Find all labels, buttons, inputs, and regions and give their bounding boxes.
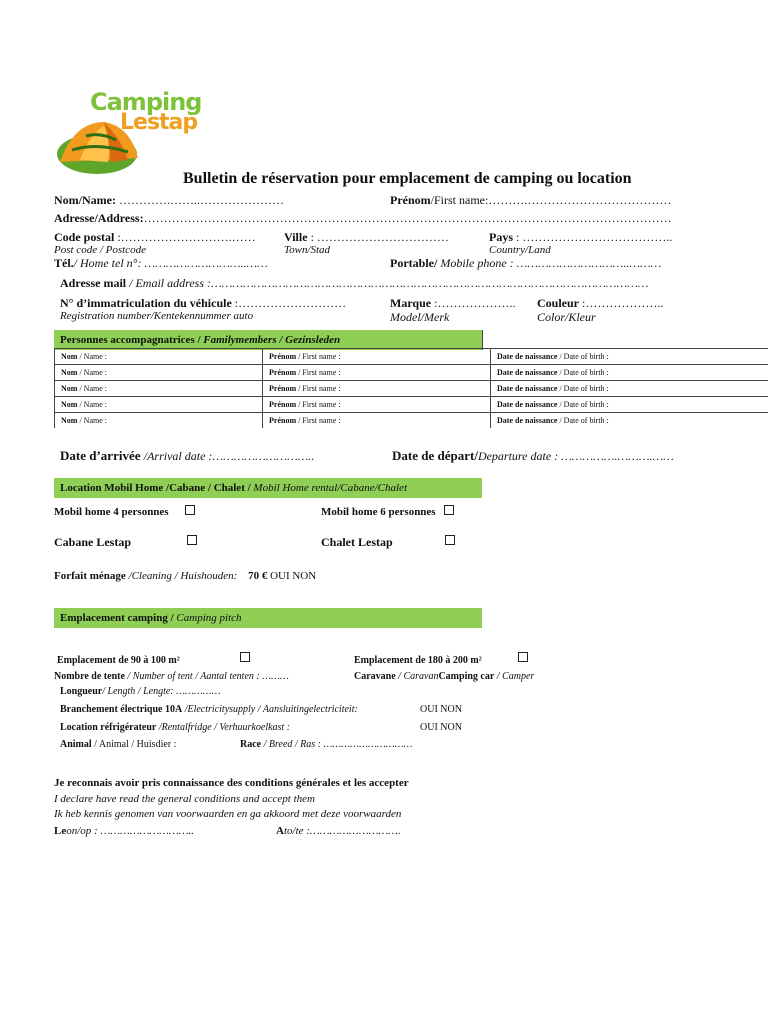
cabane-checkbox[interactable] [187, 535, 197, 545]
mobilhome6-option[interactable] [321, 506, 436, 518]
cleaning-field[interactable] [54, 570, 316, 582]
firstname-label: Prénom [390, 193, 431, 207]
electricity-label: Branchement électrique 10A [60, 704, 183, 715]
prenom-cell[interactable]: Prénom / First name : [263, 349, 491, 365]
electricity-field[interactable] [60, 704, 358, 715]
birthdate-cell[interactable]: Date de naissance / Date of birth : [491, 349, 769, 365]
couleur-sub: Color/Kleur [537, 310, 596, 324]
ville-label: Ville [284, 230, 308, 244]
camping-lestap-logo [52, 88, 202, 182]
registration-label: N° d’immatriculation du véhicule [60, 296, 232, 310]
address-field[interactable] [54, 211, 672, 226]
cleaning-options[interactable]: OUI NON [267, 570, 317, 582]
declaration-nl: Ik heb kennis genomen van voorwaarden en ga akkoord met deze voorwaarden [54, 808, 402, 820]
postal-dots: :……………………….…… [114, 230, 256, 244]
prenom-cell[interactable]: Prénom / First name : [263, 381, 491, 397]
pays-field[interactable] [489, 230, 672, 245]
departure-field[interactable] [392, 448, 674, 464]
address-dots: …………………………………………………………………………………………………………………… [143, 211, 672, 225]
pitch180-option[interactable] [354, 655, 482, 666]
couleur-label: Couleur [537, 296, 579, 310]
caravan-label: Caravane [354, 671, 396, 682]
firstname-field[interactable] [390, 193, 671, 208]
prenom-cell[interactable]: Prénom / First name : [263, 365, 491, 381]
marque-dots: :……………….. [431, 296, 516, 310]
mobilhome4-label: Mobil home 4 personnes [54, 506, 169, 518]
table-row [55, 365, 769, 381]
cleaning-price: 70 € [248, 570, 268, 582]
fridge-field[interactable] [60, 722, 290, 733]
campingcar-label: Camping car [438, 671, 495, 682]
birthdate-cell[interactable]: Date de naissance / Date of birth : [491, 381, 769, 397]
arrival-rest: /Arrival date :……………………….. [143, 449, 315, 463]
mobile-label: Portable/ [390, 256, 438, 270]
ville-sub: Town/Stad [284, 244, 331, 256]
arrival-label: Date d’arrivée [60, 448, 144, 463]
table-row [55, 349, 769, 365]
marque-field[interactable] [390, 296, 515, 311]
postal-label: Code postal [54, 230, 115, 244]
nom-cell[interactable]: Nom / Name : [55, 413, 263, 429]
rental-header-bold: Location Mobil Home /Cabane / Chalet / [60, 482, 254, 494]
length-field[interactable] [60, 686, 221, 697]
fridge-label: Location réfrigérateur [60, 722, 157, 733]
firstname-rest: /First name:……….……………………………… [430, 193, 672, 207]
chalet-option[interactable] [321, 535, 393, 550]
marque-label: Marque [390, 296, 432, 310]
ville-field[interactable] [284, 230, 449, 245]
name-dots: ………….……..………………… [115, 193, 284, 207]
pitch90-label: Emplacement de 90 à 100 m² [57, 655, 180, 666]
tent-count-rest: / Number of tent / Aantal tenten : ……… [124, 671, 289, 682]
camper-label: / Camper [494, 671, 535, 682]
email-label: Adresse mail [60, 276, 127, 290]
caravan-field[interactable] [354, 671, 534, 682]
name-field[interactable] [54, 193, 284, 208]
signature-date-field[interactable] [54, 825, 194, 837]
couleur-dots: :……………….. [579, 296, 664, 310]
family-header-divider [482, 330, 483, 350]
mobilhome4-option[interactable] [54, 506, 169, 518]
caravan-mid: / Caravan [395, 671, 439, 682]
cabane-label: Cabane Lestap [54, 535, 132, 549]
mobilhome4-checkbox[interactable] [185, 505, 195, 515]
nom-cell[interactable]: Nom / Name : [55, 349, 263, 365]
pitch-header-bold: Emplacement camping / [60, 612, 177, 624]
mobile-rest: Mobile phone : …………………………..……… [437, 256, 662, 270]
tent-count-field[interactable] [54, 671, 289, 682]
registration-field[interactable] [60, 296, 346, 311]
logo-text-lestap: Lestap [120, 110, 198, 135]
table-row [55, 413, 769, 429]
prenom-cell[interactable]: Prénom / First name : [263, 397, 491, 413]
mobilhome6-checkbox[interactable] [444, 505, 454, 515]
animal-field[interactable] [60, 739, 176, 750]
chalet-label: Chalet Lestap [321, 535, 393, 549]
length-rest: / Length / Lengte: …………… [102, 686, 221, 697]
place-rest: to/te :………………………. [283, 825, 401, 837]
place-label: A [276, 825, 284, 837]
animal-rest: / Animal / Huisdier : [91, 739, 177, 750]
date-rest: on/op : ……………………….. [66, 825, 194, 837]
nom-cell[interactable]: Nom / Name : [55, 365, 263, 381]
prenom-cell[interactable]: Prénom / First name : [263, 413, 491, 429]
mobilhome6-label: Mobil home 6 personnes [321, 506, 436, 518]
pitch180-checkbox[interactable] [518, 652, 528, 662]
pays-sub: Country/Land [489, 244, 551, 256]
marque-sub: Model/Merk [390, 310, 450, 324]
nom-cell[interactable]: Nom / Name : [55, 381, 263, 397]
fridge-rest: /Rentalfridge / Verhuurkoelkast : [156, 722, 291, 733]
page-title: Bulletin de réservation pour emplacement de camping ou location [183, 170, 632, 187]
breed-label: Race [240, 739, 262, 750]
breed-field[interactable] [240, 739, 412, 750]
pitch90-checkbox[interactable] [240, 652, 250, 662]
logo-text-camping: Camping [90, 88, 202, 116]
date-label: Le [54, 825, 67, 837]
family-header-italic: Familymembers / Gezinsleden [203, 334, 341, 346]
ville-dots: : …………………………… [307, 230, 449, 244]
tent-count-label: Nombre de tente [54, 671, 125, 682]
registration-sub: Registration number/Kentekennummer auto [60, 310, 254, 322]
pitch90-option[interactable] [57, 655, 180, 666]
declaration-fr: Je reconnais avoir pris connaissance des conditions générales et les accepter [54, 777, 409, 789]
family-members-table [54, 348, 768, 428]
postal-sub: Post code / Postcode [54, 244, 146, 256]
departure-label: Date de départ/ [392, 448, 478, 463]
cleaning-label: Forfait ménage [54, 570, 129, 582]
rental-section-header [54, 478, 482, 498]
pitch180-label: Emplacement de 180 à 200 m² [354, 655, 482, 666]
declaration-en: I declare have read the general conditions and accept them [54, 793, 315, 805]
signature-place-field[interactable] [276, 825, 401, 837]
rental-header-italic: Mobil Home rental/Cabane/Chalet [253, 482, 407, 494]
family-header-bold: Personnes accompagnatrices / [60, 334, 204, 346]
chalet-checkbox[interactable] [445, 535, 455, 545]
tel-label: Tél. [54, 256, 74, 270]
pitch-section-header [54, 608, 482, 628]
birthdate-cell[interactable]: Date de naissance / Date of birth : [491, 413, 769, 429]
nom-cell[interactable]: Nom / Name : [55, 397, 263, 413]
family-section-header [54, 330, 482, 350]
pays-dots: : ……………………………….. [513, 230, 673, 244]
address-label: Adresse/Address: [54, 211, 144, 225]
electricity-rest: /Electricitysupply / Aansluitingelectriciteit: [182, 704, 358, 715]
breed-rest: / Breed / Ras : ………………………… [261, 739, 413, 750]
tel-field[interactable] [54, 256, 268, 271]
cabane-option[interactable] [54, 535, 131, 550]
mobile-field[interactable] [390, 256, 661, 271]
birthdate-cell[interactable]: Date de naissance / Date of birth : [491, 365, 769, 381]
registration-dots: :……………………… [231, 296, 347, 310]
pitch-header-italic: Camping pitch [176, 612, 242, 624]
animal-label: Animal [60, 739, 92, 750]
birthdate-cell[interactable]: Date de naissance / Date of birth : [491, 397, 769, 413]
couleur-field[interactable] [537, 296, 663, 311]
fridge-options[interactable]: OUI NON [420, 722, 462, 733]
cleaning-italic: /Cleaning / Huishouden: [128, 570, 238, 582]
pays-label: Pays [489, 230, 513, 244]
table-row [55, 397, 769, 413]
length-label: Longueur [60, 686, 103, 697]
email-field[interactable] [60, 276, 648, 291]
email-rest: / Email address :…………………………………………………………………………………………………………… [126, 276, 649, 290]
departure-rest: Departure date : …………….……….…… [477, 449, 674, 463]
electricity-options[interactable]: OUI NON [420, 704, 462, 715]
postal-field[interactable] [54, 230, 256, 245]
tel-rest: / Home tel n°: ………………………..…… [73, 256, 268, 270]
arrival-field[interactable] [60, 448, 314, 464]
name-label: Nom/Name: [54, 193, 116, 207]
table-row [55, 381, 769, 397]
